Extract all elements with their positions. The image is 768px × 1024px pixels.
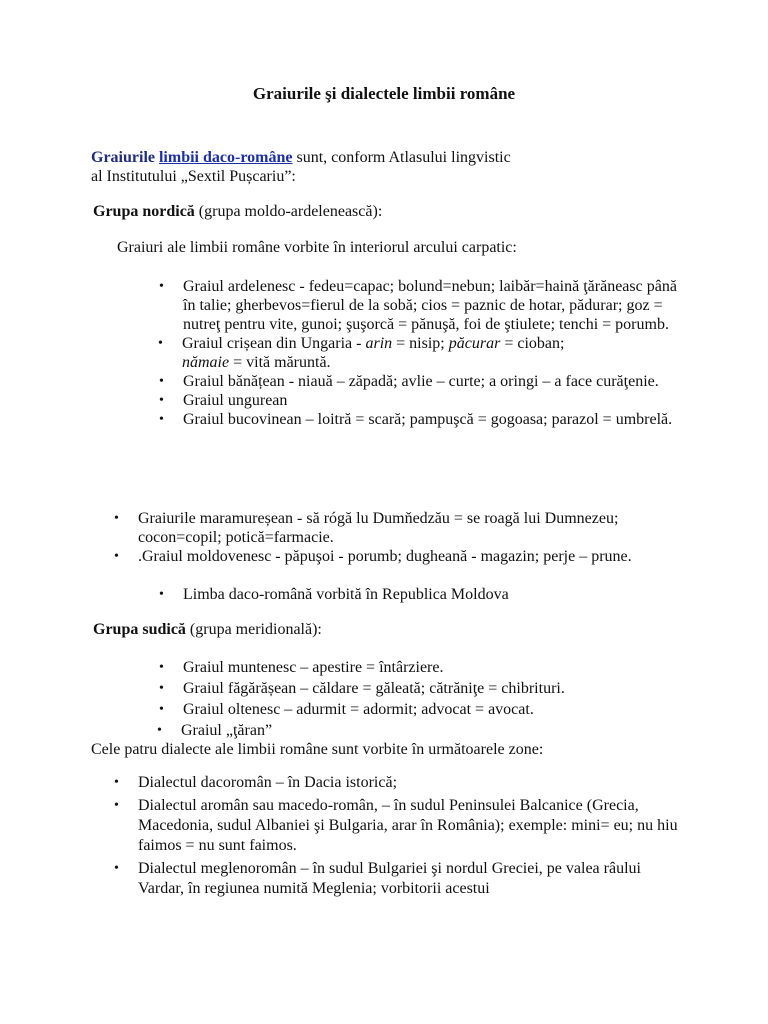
dialecte-intro: Cele patru dialecte ale limbii române sunt vorbite în următoarele zone: [91,741,544,758]
intro-text: sunt, conform Atlasului lingvistic [292,149,511,166]
list-item: • Graiul muntenesc – apestire = întârziere. [159,659,444,676]
page-title: Graiurile şi dialectele limbii române [252,84,516,103]
nordica-subheading: Graiuri ale limbii române vorbite în interiorul arcului carpatic: [117,239,517,256]
list-item: • Graiul crișean din Ungaria - arin = nisip; păcurar = cioban; nămaie = vită măruntă. [158,335,565,371]
intro-line2: al Institutului „Sextil Pușcariu”: [91,168,296,185]
nordica-outer-list [114,509,658,566]
list-item: • Graiurile maramureșean - să rógă lu Dumňedzău = se roagă lui Dumnezeu; cocon=copil; potică=farmacie. [114,510,619,546]
list-item: • Graiul bucovinean – loitră = scară; pampuşcă = gogoasa; parazol = umbrelă. [159,411,673,428]
intro-paragraph [91,148,691,186]
list-item: • Limba daco-română vorbită în Republica Moldova [159,586,509,603]
list-item: • .Graiul moldovenesc - păpuşoi - porumb; dugheană - magazin; perje – prune. [114,548,632,565]
sudica-heading: Grupa sudică (grupa meridională): [93,621,322,638]
list-item: • Graiul ungurean [159,392,288,409]
sudica-list [157,657,683,741]
daco-romane-link[interactable]: limbii daco-române [158,149,293,166]
list-item: • Dialectul dacoromân – în Dacia istorică; [114,774,398,791]
nordica-heading: Grupa nordică (grupa moldo-ardelenească): [93,203,383,220]
list-item: • Graiul ardelenesc - fedeu=capac; bolund=nebun; laibăr=haină ţărăneasc până în talie; gherbevos=fierul de la sobă; cios = paznic de hotar, pădurar; goz = nutreţ pentru vite, gunoi; şuşorcă = pănuşă, foi de ştiulete; tenchi = porumb. [159,278,677,333]
list-item: • Graiul oltenesc – adurmit = adormit; advocat = avocat. [159,701,534,718]
list-item: • Graiul „ţăran” [157,722,273,739]
list-item: • Graiul făgărășean – căldare = găleată; cătrăniţe = chibrituri. [159,680,565,697]
moldova-list [159,585,673,604]
nordica-list [158,277,678,429]
list-item: • Dialectul meglenoromân – în sudul Bulgariei şi nordul Greciei, pe valea râului Vardar, în regiunea numită Meglenia; vorbitorii acestui [114,860,641,897]
list-item: • Dialectul aromân sau macedo-român, – în sudul Peninsulei Balcanice (Grecia, Macedonia, sudul Albaniei şi Bulgaria, arar în România); exemple: mini= eu; nu hiu faimos = nu sunt faimos. [114,797,678,854]
dialecte-list [114,773,686,899]
list-item: • Graiul bănățean - niauă – zăpadă; avlie – curte; a oringi – a face curăţenie. [159,373,659,390]
intro-word: Graiurile [91,149,155,166]
